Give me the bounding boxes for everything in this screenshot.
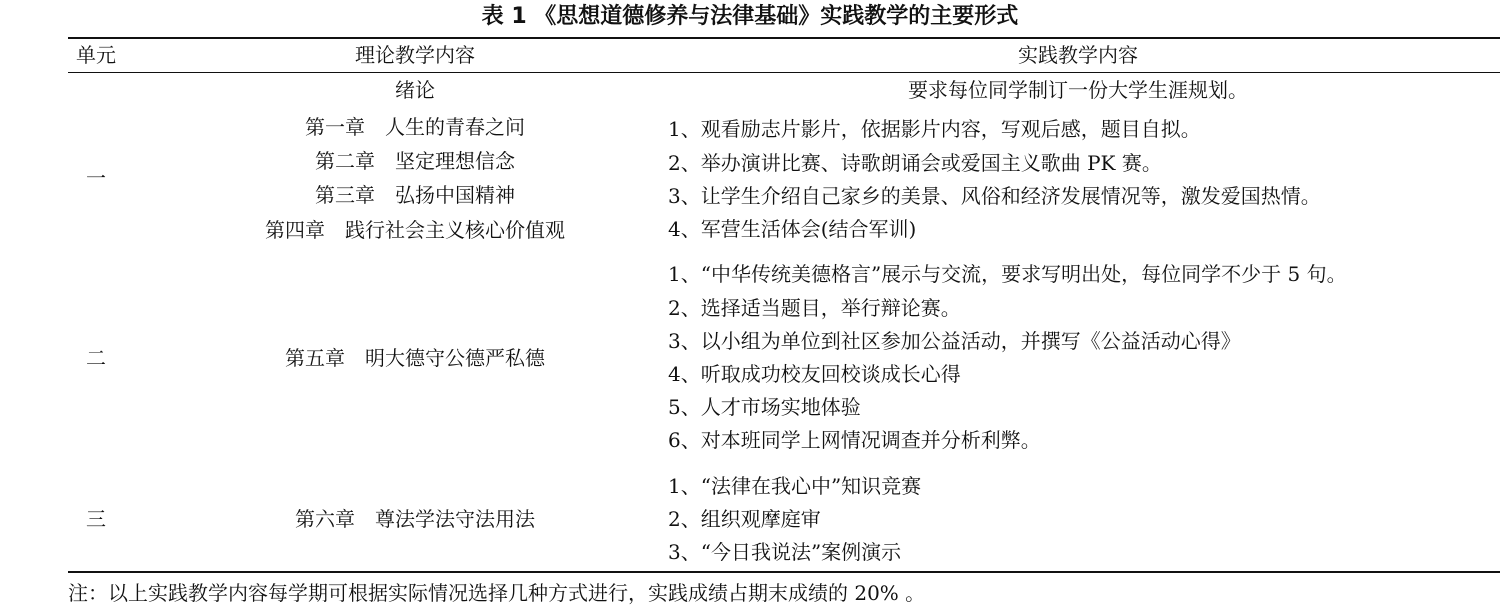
- practice-item: 3、“今日我说法”案例演示: [668, 540, 902, 564]
- header-theory: 理论教学内容: [355, 43, 475, 67]
- practice-item: 6、对本班同学上网情况调查并分析利弊。: [668, 428, 1041, 452]
- practice-item: 3、让学生介绍自己家乡的美景、风俗和经济发展情况等，激发爱国热情。: [668, 184, 1321, 208]
- practice-item: 2、选择适当题目，举行辩论赛。: [668, 296, 961, 320]
- practice-item: 5、人才市场实地体验: [668, 395, 861, 419]
- bottom-rule: [68, 571, 1500, 573]
- practice-item: 1、“法律在我心中”知识竞赛: [668, 474, 922, 498]
- unit-label: 三: [86, 507, 106, 531]
- intro-theory: 绪论: [395, 78, 435, 102]
- practice-item: 2、组织观摩庭审: [668, 507, 821, 531]
- table-note: 注：以上实践教学内容每学期可根据实际情况选择几种方式进行，实践成绩占期末成绩的 20% 。: [68, 581, 926, 605]
- practice-item: 1、观看励志片影片，依据影片内容，写观后感，题目自拟。: [668, 117, 1201, 141]
- theory-item: 第三章 弘扬中国精神: [315, 183, 515, 207]
- header-unit: 单元: [76, 43, 116, 67]
- theory-item: 第二章 坚定理想信念: [315, 149, 515, 173]
- unit-label: 二: [86, 346, 106, 370]
- header-practice: 实践教学内容: [1018, 43, 1138, 67]
- theory-item: 第四章 践行社会主义核心价值观: [265, 218, 565, 242]
- practice-item: 4、听取成功校友回校谈成长心得: [668, 362, 961, 386]
- intro-practice: 要求每位同学制订一份大学生涯规划。: [908, 78, 1248, 102]
- header-rule: [68, 72, 1500, 73]
- theory-item: 第六章 尊法学法守法用法: [295, 507, 535, 531]
- table-title: 表 1 《思想道德修养与法律基础》实践教学的主要形式: [481, 4, 1019, 29]
- practice-item: 3、以小组为单位到社区参加公益活动，并撰写《公益活动心得》: [668, 329, 1241, 353]
- theory-item: 第五章 明大德守公德严私德: [285, 346, 545, 370]
- unit-label: 一: [86, 166, 106, 190]
- practice-item: 4、军营生活体会(结合军训): [668, 217, 917, 241]
- practice-item: 2、举办演讲比赛、诗歌朗诵会或爱国主义歌曲 PK 赛。: [668, 151, 1162, 175]
- practice-item: 1、“中华传统美德格言”展示与交流，要求写明出处，每位同学不少于 5 句。: [668, 262, 1347, 286]
- theory-item: 第一章 人生的青春之问: [305, 115, 525, 139]
